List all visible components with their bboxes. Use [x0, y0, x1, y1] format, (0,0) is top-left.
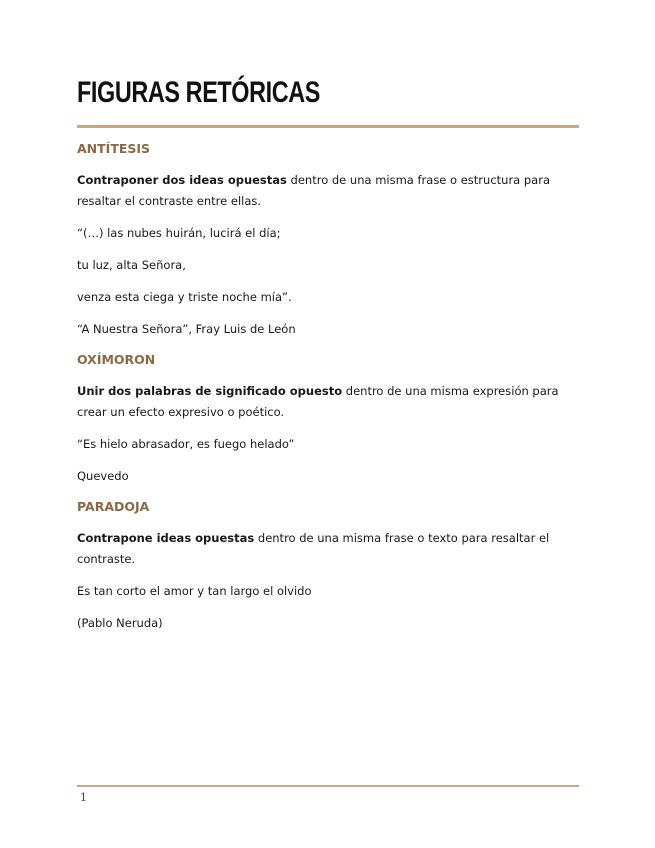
example-source: (Pablo Neruda) — [77, 616, 163, 630]
title-divider — [77, 125, 579, 128]
example-line: “(…) las nubes huirán, lucirá el día; — [77, 226, 281, 240]
section-antitesis — [77, 140, 579, 340]
section-heading: OXÍMORON — [77, 352, 156, 367]
page-title: FIGURAS RETÓRICAS — [77, 76, 320, 109]
document-body — [77, 140, 579, 634]
example-line: venza esta ciega y triste noche mía”. — [77, 290, 292, 304]
example-line: “Es hielo abrasador, es fuego helado” — [77, 437, 295, 451]
section-heading: ANTÍTESIS — [77, 141, 151, 156]
example-source: Quevedo — [77, 469, 129, 483]
section-oximoron — [77, 351, 579, 487]
example-line: tu luz, alta Señora, — [77, 258, 186, 272]
section-heading: PARADOJA — [77, 499, 150, 514]
definition-paragraph — [77, 528, 579, 570]
definition-paragraph — [77, 170, 579, 212]
page-number: 1 — [80, 791, 87, 804]
definition-paragraph — [77, 381, 579, 423]
definition-text: dentro de una misma frase o estructura para resaltar el contraste entre ellas. — [77, 173, 550, 208]
definition-term: Contraponer dos ideas opuestas — [77, 173, 287, 187]
definition-term: Unir dos palabras de significado opuesto — [77, 384, 343, 398]
footer-divider — [77, 785, 579, 787]
definition-term: Contrapone ideas opuestas — [77, 531, 255, 545]
definition-text: dentro de una misma expresión para crear un efecto expresivo o poético. — [77, 384, 559, 419]
definition-text: dentro de una misma frase o texto para resaltar el contraste. — [77, 531, 550, 566]
section-paradoja — [77, 498, 579, 634]
example-source: “A Nuestra Señora”, Fray Luis de León — [77, 322, 296, 336]
example-line: Es tan corto el amor y tan largo el olvido — [77, 584, 312, 598]
